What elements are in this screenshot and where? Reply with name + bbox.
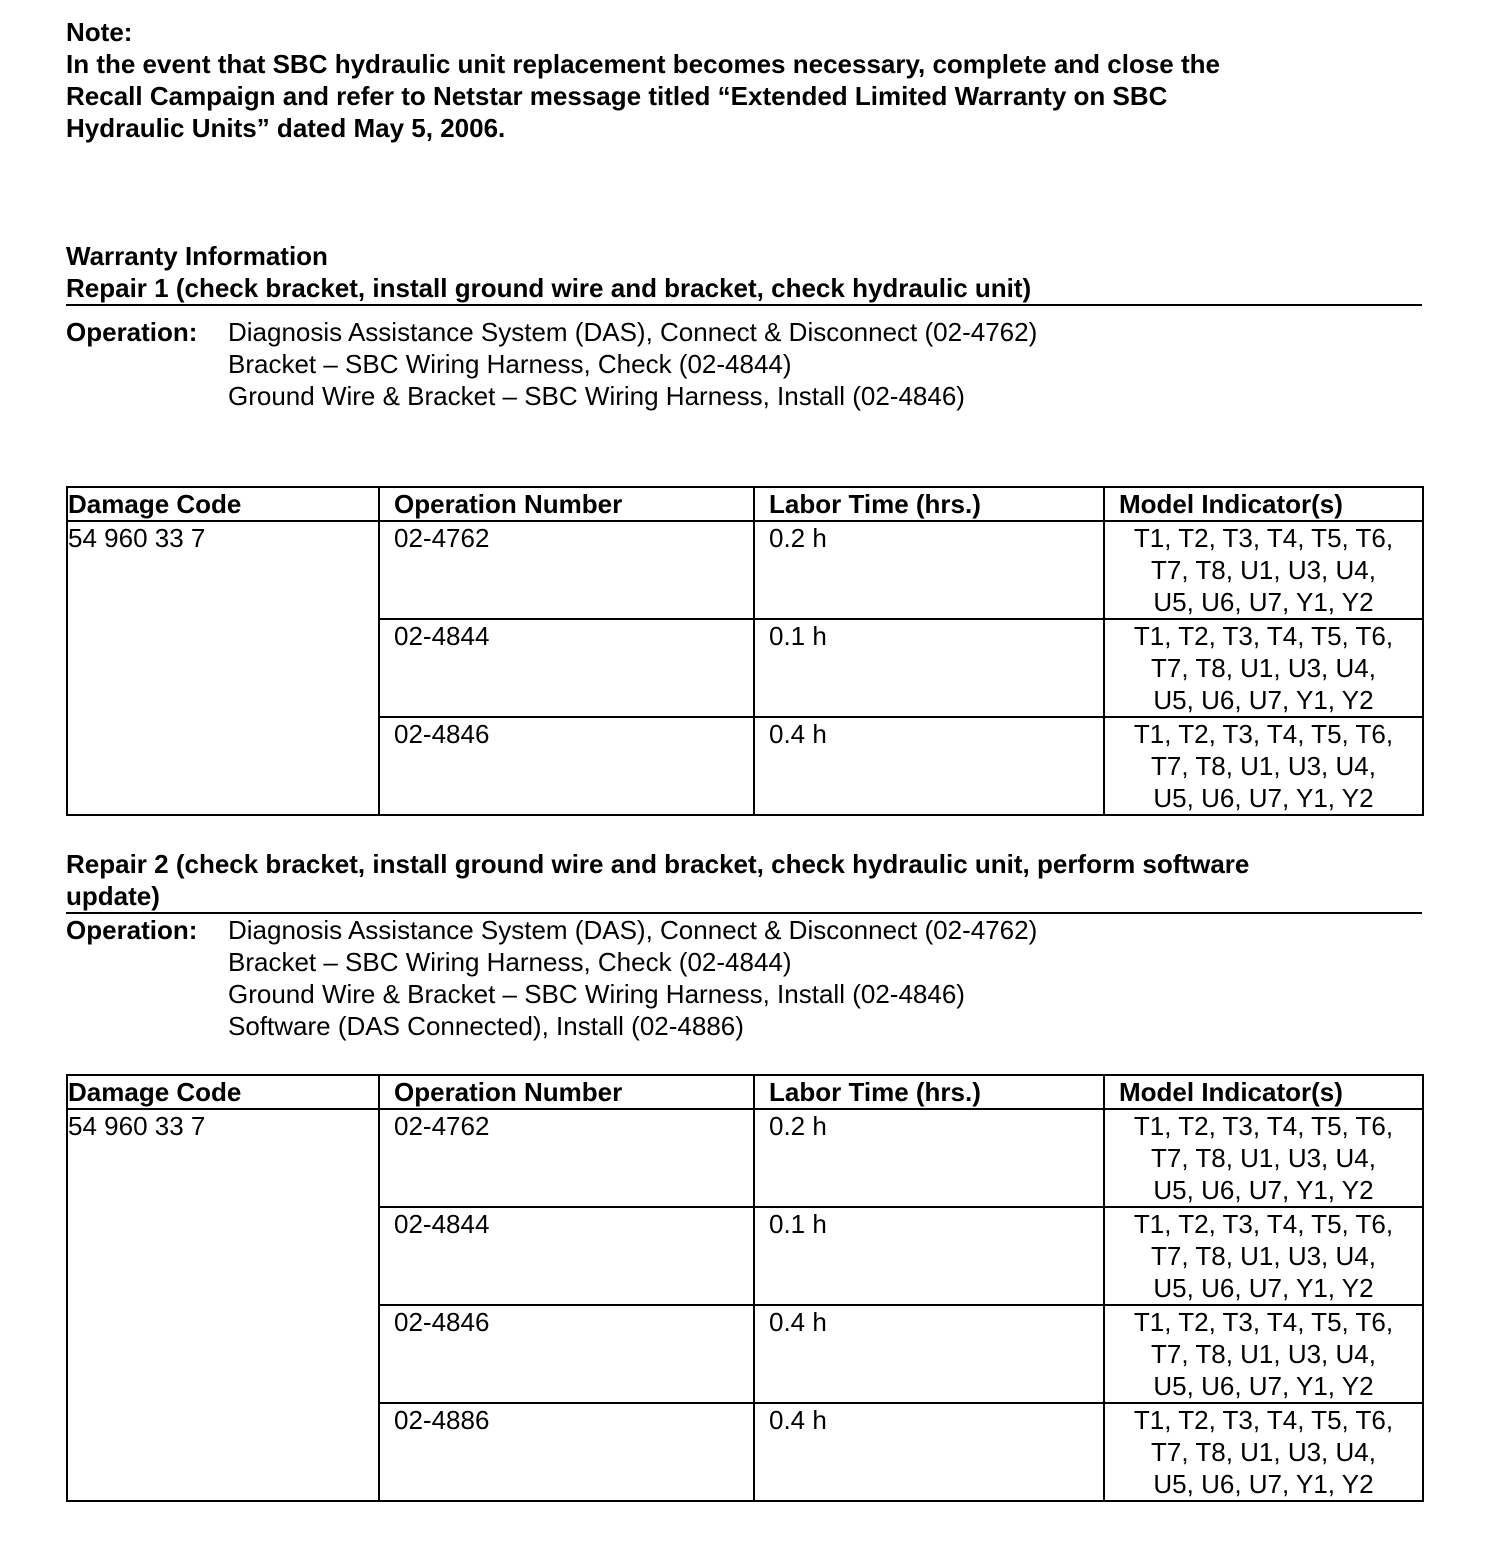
operation-line: Diagnosis Assistance System (DAS), Connect & Disconnect (02-4762) [228,915,1038,945]
operation-number-cell: 02-4844 [379,619,754,717]
operation-number-cell: 02-4846 [379,1305,754,1403]
header-damage-code: Damage Code [67,1075,379,1109]
model-indicators-cell [1104,717,1423,815]
model-line: T7, T8, U1, U3, U4, [1151,1143,1376,1173]
model-line: T1, T2, T3, T4, T5, T6, [1133,719,1394,749]
header-labor-time: Labor Time (hrs.) [754,1075,1104,1109]
model-indicators-cell [1104,1207,1423,1305]
header-labor-time: Labor Time (hrs.) [754,487,1104,521]
header-damage-code: Damage Code [67,487,379,521]
operation-label: Operation: [66,915,198,945]
note-line: Hydraulic Units” dated May 5, 2006. [66,113,506,143]
model-line: U5, U6, U7, Y1, Y2 [1153,1273,1374,1303]
model-line: T7, T8, U1, U3, U4, [1151,1437,1376,1467]
model-indicators-cell [1104,1403,1423,1501]
model-line: U5, U6, U7, Y1, Y2 [1153,1371,1374,1401]
model-line: U5, U6, U7, Y1, Y2 [1153,783,1374,813]
model-line: T7, T8, U1, U3, U4, [1151,1241,1376,1271]
model-line: U5, U6, U7, Y1, Y2 [1153,1175,1374,1205]
model-line: U5, U6, U7, Y1, Y2 [1153,1469,1374,1499]
operation-line: Bracket – SBC Wiring Harness, Check (02-4844) [228,349,792,379]
model-line: T1, T2, T3, T4, T5, T6, [1133,621,1394,651]
operation-number-cell: 02-4886 [379,1403,754,1501]
table-row [67,1109,1423,1207]
labor-time-cell: 0.1 h [754,619,1104,717]
operation-line: Diagnosis Assistance System (DAS), Connect & Disconnect (02-4762) [228,317,1038,347]
model-indicators-cell [1104,619,1423,717]
operation-line: Ground Wire & Bracket – SBC Wiring Harness, Install (02-4846) [228,381,965,411]
model-indicators-cell [1104,521,1423,619]
labor-time-cell: 0.4 h [754,1305,1104,1403]
labor-time-cell: 0.4 h [754,717,1104,815]
operation-number-cell: 02-4762 [379,521,754,619]
model-indicators-cell [1104,1109,1423,1207]
model-line: T7, T8, U1, U3, U4, [1151,1339,1376,1369]
operation-line: Software (DAS Connected), Install (02-4886) [228,1011,744,1041]
model-indicators-cell [1104,1305,1423,1403]
operation-line: Ground Wire & Bracket – SBC Wiring Harness, Install (02-4846) [228,979,965,1009]
header-operation-number: Operation Number [379,487,754,521]
note-line: In the event that SBC hydraulic unit replacement becomes necessary, complete and close the [66,49,1220,79]
document-page [66,16,1422,1502]
model-line: T1, T2, T3, T4, T5, T6, [1133,1307,1394,1337]
model-line: T7, T8, U1, U3, U4, [1151,555,1376,585]
repair2-heading-line: Repair 2 (check bracket, install ground wire and bracket, check hydraulic unit, perform software [66,849,1250,879]
model-line: U5, U6, U7, Y1, Y2 [1153,685,1374,715]
repair2-heading [66,848,1422,914]
repair2-operations [66,914,1422,1042]
model-line: T1, T2, T3, T4, T5, T6, [1133,1111,1394,1141]
labor-time-cell: 0.2 h [754,1109,1104,1207]
header-model-indicators: Model Indicator(s) [1104,487,1423,521]
damage-code-cell: 54 960 33 7 [67,1109,379,1501]
repair1-heading: Repair 1 (check bracket, install ground wire and bracket, check hydraulic unit) [66,272,1422,306]
operation-number-cell: 02-4762 [379,1109,754,1207]
warranty-title: Warranty Information [66,241,328,271]
model-line: T1, T2, T3, T4, T5, T6, [1133,523,1394,553]
labor-time-cell: 0.2 h [754,521,1104,619]
note-section [66,16,1422,144]
damage-code-cell: 54 960 33 7 [67,521,379,815]
repair2-table [66,1074,1424,1502]
table-header-row [67,1075,1423,1109]
labor-time-cell: 0.4 h [754,1403,1104,1501]
operation-number-cell: 02-4846 [379,717,754,815]
operation-label: Operation: [66,317,198,347]
model-line: T1, T2, T3, T4, T5, T6, [1133,1209,1394,1239]
table-header-row [67,487,1423,521]
repair2-heading-line: update) [66,881,160,911]
model-line: T7, T8, U1, U3, U4, [1151,751,1376,781]
header-operation-number: Operation Number [379,1075,754,1109]
repair1-operations [66,316,1422,412]
model-line: T7, T8, U1, U3, U4, [1151,653,1376,683]
repair1-table [66,486,1424,816]
operation-number-cell: 02-4844 [379,1207,754,1305]
header-model-indicators: Model Indicator(s) [1104,1075,1423,1109]
labor-time-cell: 0.1 h [754,1207,1104,1305]
model-line: U5, U6, U7, Y1, Y2 [1153,587,1374,617]
model-line: T1, T2, T3, T4, T5, T6, [1133,1405,1394,1435]
table-row [67,521,1423,619]
note-line: Recall Campaign and refer to Netstar message titled “Extended Limited Warranty on SBC [66,81,1168,111]
note-title: Note: [66,17,133,47]
operation-line: Bracket – SBC Wiring Harness, Check (02-4844) [228,947,792,977]
